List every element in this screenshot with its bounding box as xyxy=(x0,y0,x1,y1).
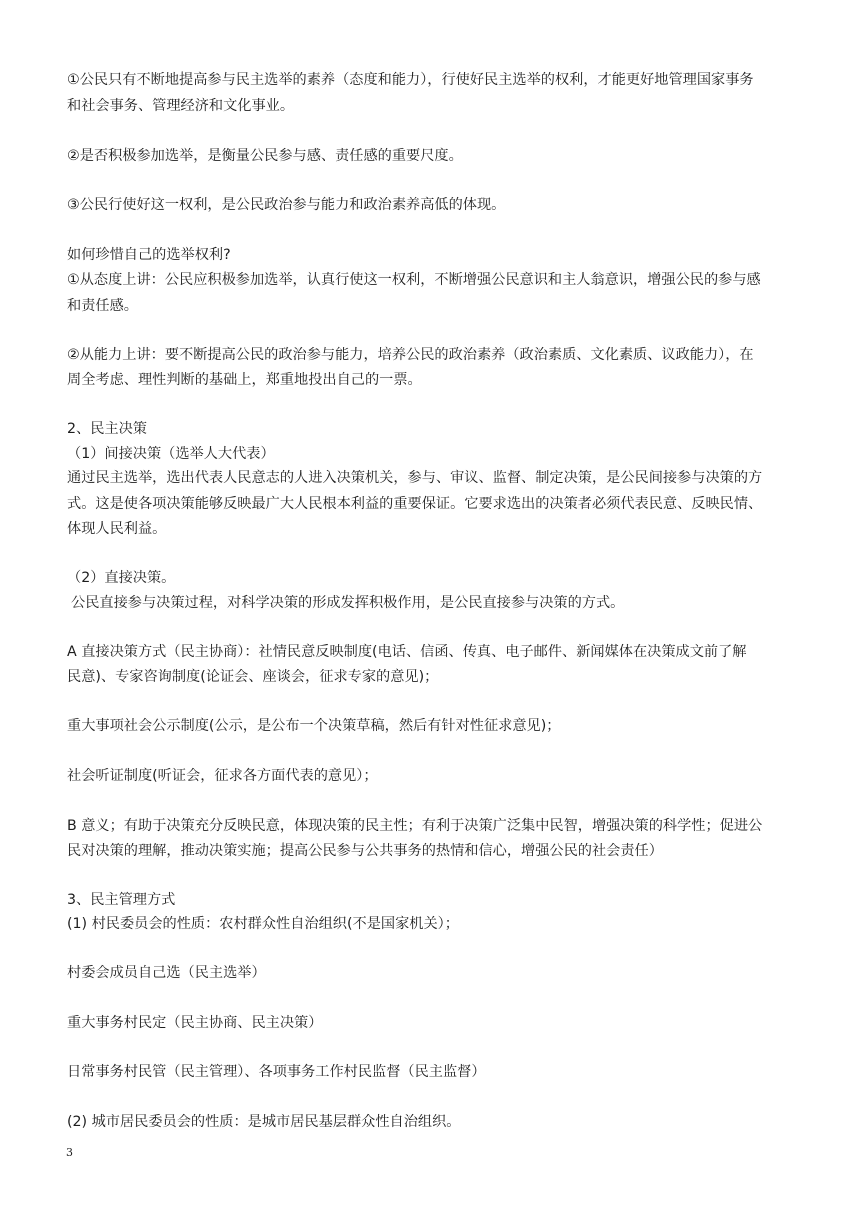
text-line: 式。这是使各项决策能够反映最广大人民根本利益的重要保证。它要求选出的决策者必须代表民意、反映民情、 xyxy=(67,496,763,512)
text-line: ②从能力上讲：要不断提高公民的政治参与能力，培养公民的政治素养（政治素质、文化素质、议政能力），在 xyxy=(67,347,754,363)
text-line: (1) 村民委员会的性质：农村群众性自治组织(不是国家机关）； xyxy=(67,916,459,932)
subsection-heading: （2）直接决策。 xyxy=(67,570,176,586)
text-line: 通过民主选举，选出代表人民意志的人进入决策机关，参与、审议、监督、制定决策，是公民间接参与决策的方 xyxy=(67,470,763,486)
text-line: B 意义；有助于决策充分反映民意，体现决策的民主性；有利于决策广泛集中民智，增强决策的科学性；促进公 xyxy=(67,818,763,834)
text-line: 重大事务村民定（民主协商、民主决策） xyxy=(67,1015,323,1031)
subsection-heading: （1）间接决策（选举人大代表） xyxy=(67,446,275,462)
section-question: 如何珍惜自己的选举权利? xyxy=(67,247,231,263)
text-line: 公民直接参与决策过程，对科学决策的形成发挥积极作用，是公民直接参与决策的方式。 xyxy=(71,595,625,611)
text-line: ③公民行使好这一权利，是公民政治参与能力和政治素养高低的体现。 xyxy=(67,197,506,213)
text-line: 民对决策的理解，推动决策实施；提高公民参与公共事务的热情和信心，增强公民的社会责任） xyxy=(67,843,663,859)
text-line: 周全考虑、理性判断的基础上，郑重地投出自己的一票。 xyxy=(67,372,422,388)
text-line: 重大事项社会公示制度(公示，是公布一个决策草稿，然后有针对性征求意见)； xyxy=(67,718,561,734)
section-heading: 2、民主决策 xyxy=(67,421,147,437)
page-number: 3 xyxy=(66,1146,73,1159)
text-line: 民意)、专家咨询制度(论证会、座谈会，征求专家的意见)； xyxy=(67,669,439,685)
text-line: 和责任感。 xyxy=(67,298,138,314)
text-line: ①从态度上讲：公民应积极参加选举，认真行使这一权利，不断增强公民意识和主人翁意识，增强公民的参与感 xyxy=(67,272,761,288)
text-line: 村委会成员自己选（民主选举） xyxy=(67,965,266,981)
section-heading: 3、民主管理方式 xyxy=(67,892,176,908)
text-line: 日常事务村民管（民主管理）、各项事务工作村民监督（民主监督） xyxy=(67,1064,486,1080)
text-line: A 直接决策方式（民主协商）：社情民意反映制度(电话、信函、传真、电子邮件、新闻媒体在决策成文前了解 xyxy=(67,644,747,660)
text-line: 和社会事务、管理经济和文化事业。 xyxy=(67,98,295,114)
text-line: 社会听证制度(听证会，征求各方面代表的意见）； xyxy=(67,768,378,784)
text-line: (2) 城市居民委员会的性质：是城市居民基层群众性自治组织。 xyxy=(67,1114,461,1130)
text-line: ①公民只有不断地提高参与民主选举的素养（态度和能力），行使好民主选举的权利，才能更好地管理国家事务 xyxy=(67,72,754,88)
text-line: ②是否积极参加选举，是衡量公民参与感、责任感的重要尺度。 xyxy=(67,148,463,164)
text-line: 体现人民利益。 xyxy=(67,521,167,537)
